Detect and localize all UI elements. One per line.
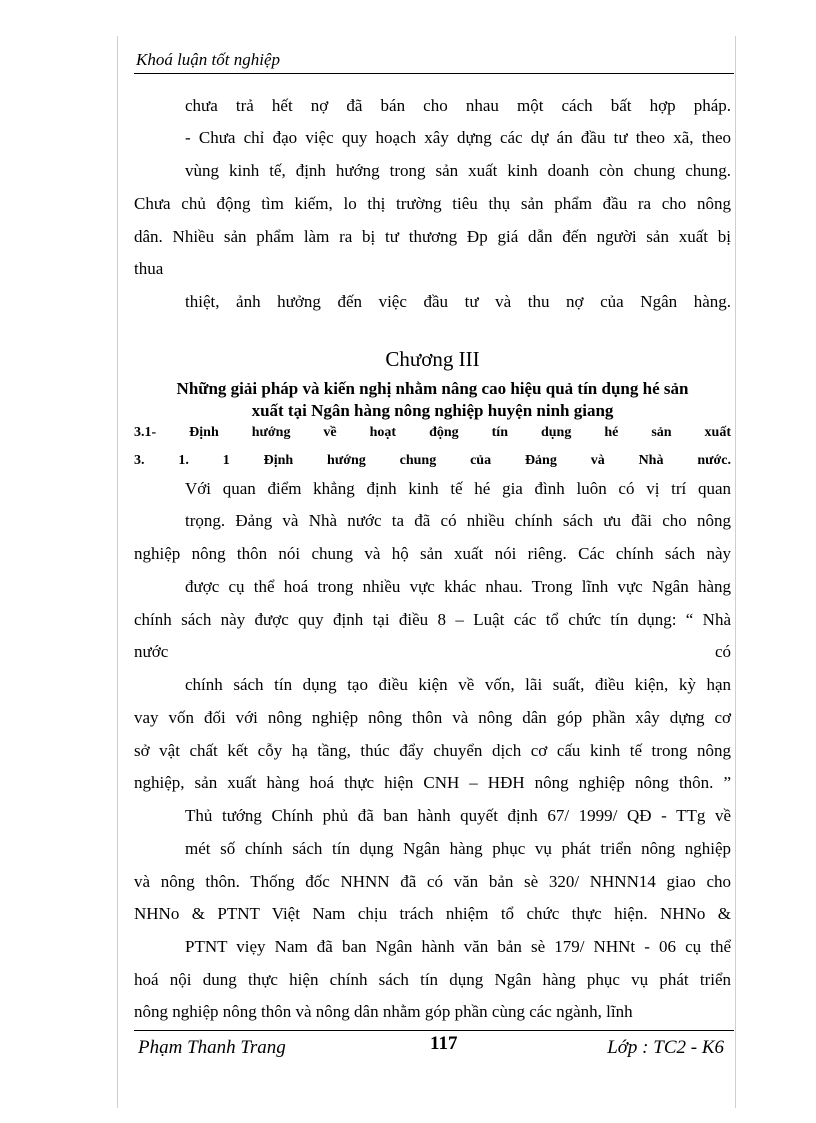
text-line: nước có [134, 642, 731, 661]
section-heading: 3.1- Định hướng về hoạt động tín dụng hé sản xuất [134, 425, 731, 440]
header-divider [134, 73, 734, 74]
header-title: Khoá luận tốt nghiệp [136, 50, 281, 69]
chapter-title: Chương III [385, 347, 480, 371]
text-line: Thủ tướng Chính phủ đã ban hành quyết định 67/ 1999/ QĐ - TTg về [185, 806, 731, 825]
text-line: thua [134, 259, 164, 278]
text-line: hoá nội dung thực hiện chính sách tín dụng Ngân hàng phục vụ phát triển [134, 970, 731, 989]
text-line: sở vật chất kết cỗy hạ tầng, thúc đẩy chuyển dịch cơ cấu kinh tế trong nông [134, 741, 731, 760]
text-line: chính sách tín dụng tạo điều kiện về vốn, lãi suất, điều kiện, kỳ hạn [185, 675, 731, 694]
page-number: 117 [430, 1033, 458, 1054]
text-line: nghiệp nông thôn nói chung và hộ sản xuất nói riêng. Các chính sách này [134, 544, 731, 563]
text-line: PTNT viẹy Nam đã ban Ngân hành văn bản sè 179/ NHNt - 06 cụ thể [185, 937, 731, 956]
text-line: và nông thôn. Thống đốc NHNN đã có văn bản sè 320/ NHNN14 giao cho [134, 872, 731, 891]
text-line: trọng. Đảng và Nhà nước ta đã có nhiều chính sách ưu đãi cho nông [185, 511, 731, 530]
text-line: chính sách này được quy định tại điều 8 – Luật các tổ chức tín dụng: “ Nhà [134, 610, 731, 629]
chapter-subtitle: xuất tại Ngân hàng nông nghiệp huyện ninh giang [251, 401, 614, 420]
text-line: vùng kinh tế, định hướng trong sản xuất kinh doanh còn chung chung. [185, 161, 731, 180]
text-line: mét số chính sách tín dụng Ngân hàng phục vụ phát triển nông nghiệp [185, 839, 731, 858]
chapter-subtitle: Những giải pháp và kiến nghị nhằm nâng cao hiệu quả tín dụng hé sản [176, 379, 689, 398]
footer-class: Lớp : TC2 - K6 [607, 1037, 724, 1058]
text-line: Với quan điểm khẳng định kinh tế hé gia đình luôn có vị trí quan [185, 479, 731, 498]
text-line: chưa trả hết nợ đã bán cho nhau một cách bất hợp pháp. [185, 96, 731, 115]
text-line: vay vốn đối với nông nghiệp nông thôn và nông dân góp phần xây dựng cơ [134, 708, 731, 727]
text-line: nông nghiệp nông thôn và nông dân nhằm góp phần cùng các ngành, lĩnh [134, 1002, 633, 1021]
footer-author: Phạm Thanh Trang [138, 1037, 286, 1058]
text-line: thiệt, ảnh hưởng đến việc đầu tư và thu nợ của Ngân hàng. [185, 292, 731, 311]
subsection-heading: 3. 1. 1 Định hướng chung của Đảng và Nhà nước. [134, 453, 731, 468]
text-line: được cụ thể hoá trong nhiều vực khác nhau. Trong lĩnh vực Ngân hàng [185, 577, 731, 596]
text-line: dân. Nhiều sản phẩm làm ra bị tư thương Đp giá dẫn đến người sản xuất bị [134, 227, 731, 246]
text-line: nghiệp, sản xuất hàng hoá thực hiện CNH – HĐH nông nghiệp nông thôn. ” [134, 773, 731, 792]
text-line: - Chưa chỉ đạo việc quy hoạch xây dựng các dự án đầu tư theo xã, theo [185, 128, 731, 147]
text-line: NHNo & PTNT Việt Nam chịu trách nhiệm tổ chức thực hiện. NHNo & [134, 904, 731, 923]
footer-divider [134, 1030, 734, 1031]
text-line: Chưa chủ động tìm kiếm, lo thị trường tiêu thụ sản phẩm đầu ra cho nông [134, 194, 731, 213]
